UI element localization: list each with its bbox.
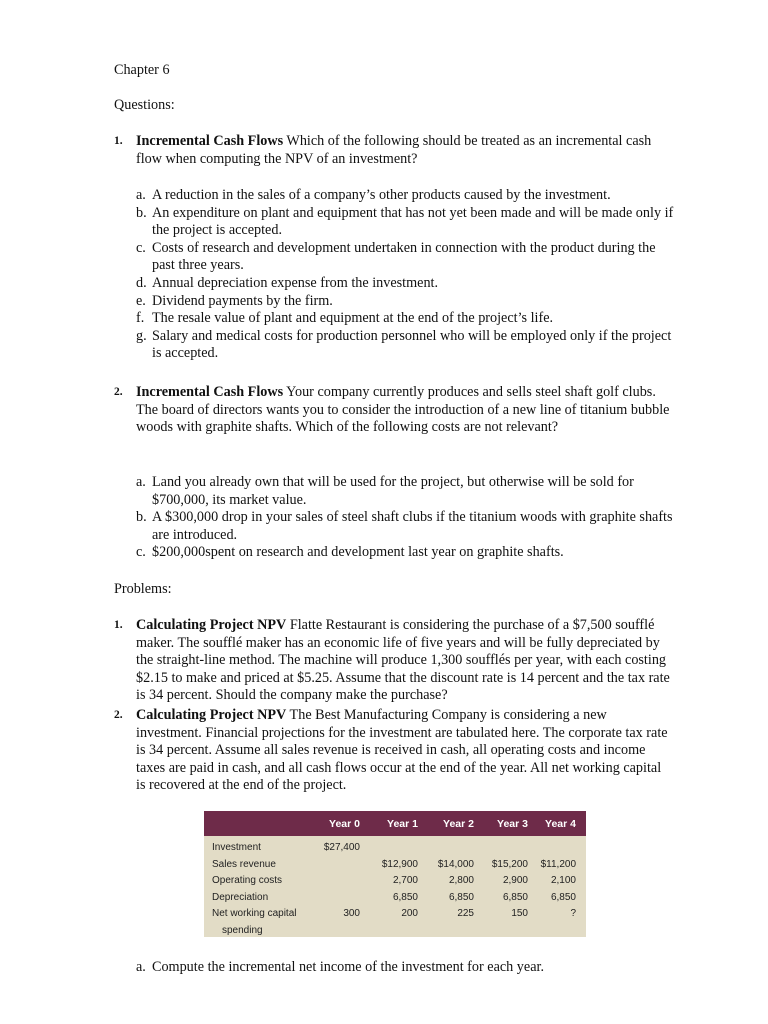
question-number: 1. xyxy=(114,135,123,147)
column-header: Year 0 xyxy=(329,818,360,830)
question-1 xyxy=(114,133,674,168)
column-header: Year 3 xyxy=(497,818,528,830)
problem-number: 2. xyxy=(114,709,123,721)
question-title: Incremental Cash Flows xyxy=(136,384,284,400)
option-a: a. A reduction in the sales of a company’s other products caused by the investment. xyxy=(136,187,611,203)
problem-title: Calculating Project NPV xyxy=(136,707,287,723)
problem-2 xyxy=(114,707,674,795)
column-header: Year 4 xyxy=(545,818,576,830)
question-2-options xyxy=(136,474,676,562)
table-row: Net working capital 300 200 225 150 ? xyxy=(212,908,576,919)
question-text: Which of the following should be treated as an incremental cash flow when computing the NPV of an investment? xyxy=(136,133,652,167)
table-row: Sales revenue $12,900 $14,000 $15,200 $11,200 xyxy=(212,858,576,870)
option-e: e. Dividend payments by the firm. xyxy=(136,292,333,309)
problem-number: 1. xyxy=(114,619,123,631)
subquestion-a: a. Compute the incremental net income of the investment for each year. xyxy=(136,959,544,975)
question-text: Your company currently produces and sells steel shaft golf clubs. The board of directors wants you to consider the introduction of a new line of titanium bubble woods with graphite shafts. Which of the following costs are not relevant? xyxy=(136,384,670,436)
column-header: Year 1 xyxy=(387,818,418,830)
option-b: b. A $300,000 drop in your sales of steel shaft clubs if the titanium woods with graphite shafts are introduced. xyxy=(136,509,673,543)
table-row: Depreciation 6,850 6,850 6,850 6,850 xyxy=(212,891,576,903)
problem-text: The Best Manufacturing Company is considering a new investment. Financial projections for the investment are tabulated here. The corporate tax rate is 34 percent. Assume all sales revenue is received in cash, all operating costs and income taxes are paid in cash, and all cash flows occur at the end of the year. All net working capital is recovered at the end of the project. xyxy=(136,707,668,794)
question-2 xyxy=(114,384,674,437)
option-d: d. Annual depreciation expense from the investment. xyxy=(136,274,439,291)
column-header: Year 2 xyxy=(443,818,474,830)
option-g: g. Salary and medical costs for production personnel who will be employed only if the project is accepted. xyxy=(136,327,672,362)
question-number: 2. xyxy=(114,386,123,398)
table-row: Investment $27,400 xyxy=(212,842,360,853)
chapter-heading: Chapter 6 xyxy=(114,62,170,78)
table-header xyxy=(204,811,586,836)
financial-projections-table xyxy=(204,811,586,937)
question-title: Incremental Cash Flows xyxy=(136,133,284,149)
question-1-options xyxy=(136,187,676,363)
table-row-continuation: spending xyxy=(222,924,263,936)
table-row: Operating costs 2,700 2,800 2,900 2,100 xyxy=(212,875,576,886)
option-c: c. Costs of research and development undertaken in connection with the product during the past three years. xyxy=(136,239,656,274)
option-a: a. Land you already own that will be used for the project, but otherwise will be sold for $700,000, its market value. xyxy=(136,474,634,508)
problem-2-subquestions xyxy=(136,959,676,977)
option-b: b. An expenditure on plant and equipment that has not yet been made and will be made only if the project is accepted. xyxy=(136,204,674,239)
problem-1 xyxy=(114,617,674,705)
option-c: c. $200,000spent on research and development last year on graphite shafts. xyxy=(136,544,564,561)
problem-title: Calculating Project NPV xyxy=(136,617,287,633)
problems-heading: Problems: xyxy=(114,581,172,597)
problem-text: Flatte Restaurant is considering the purchase of a $7,500 soufflé maker. The soufflé maker has an economic life of five years and will be fully depreciated by the straight-line method. The machine will produce 1,300 soufflés per year, with each costing $2.15 to make and priced at $5.25. Assume that the discount rate is 14 percent and the tax rate is 34 percent. Should the company make the purchase? xyxy=(136,617,670,704)
option-f: f. The resale value of plant and equipment at the end of the project’s life. xyxy=(136,310,554,327)
questions-heading: Questions: xyxy=(114,97,175,113)
